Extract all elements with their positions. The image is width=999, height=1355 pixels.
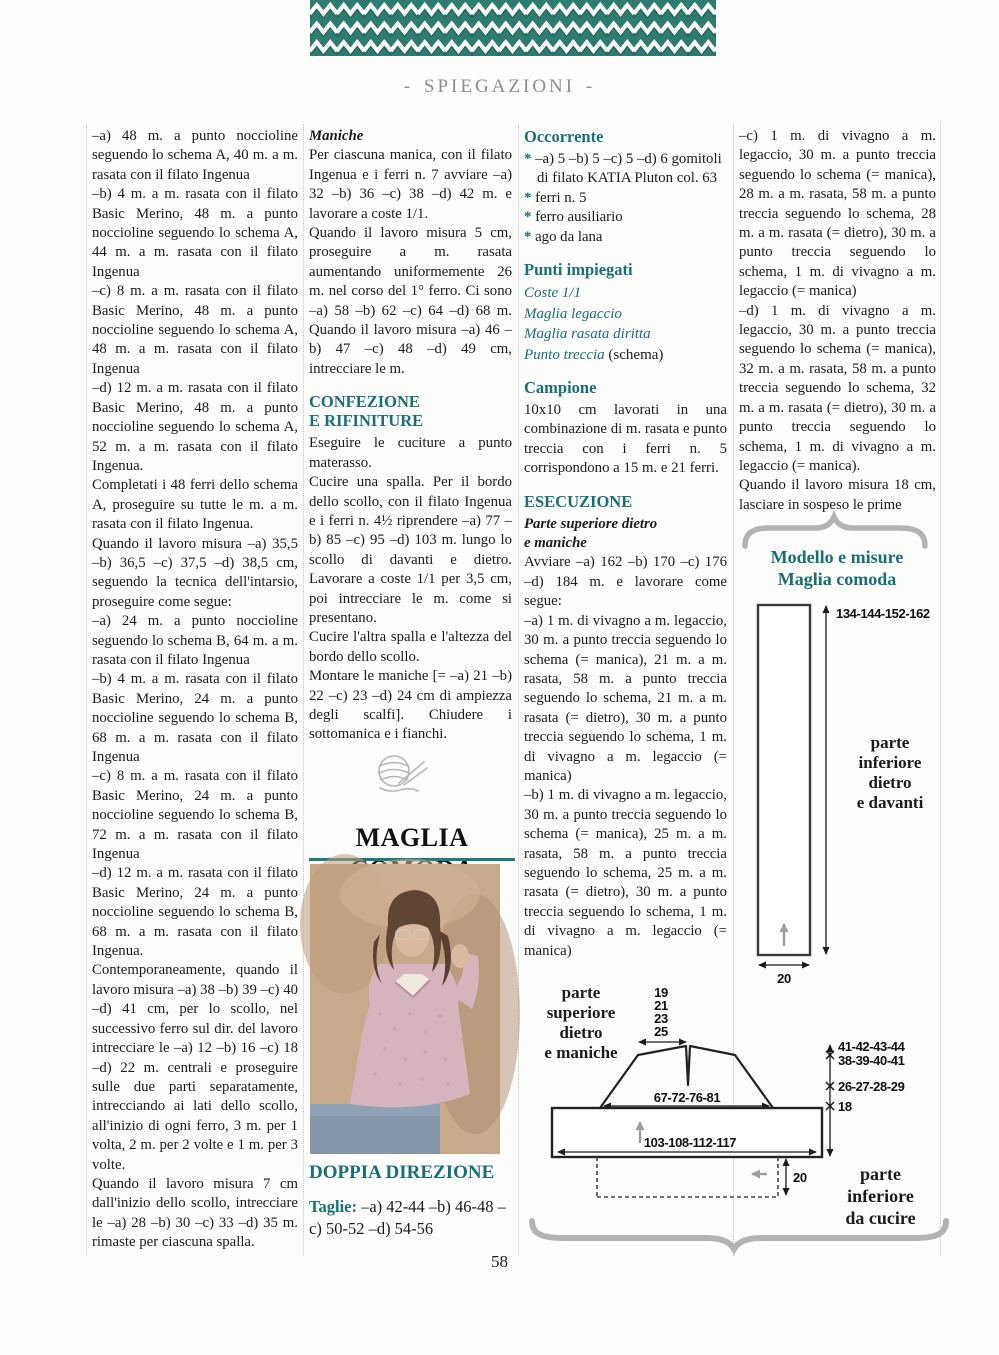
- paragraph: 10x10 cm lavorati in una combinazione di m. rasata e punto treccia con i ferri n. 5 corrispondono a 15 m. e 21 ferri.: [524, 402, 727, 477]
- text-column-2: [309, 127, 512, 747]
- hem-dashed-outline: [597, 1157, 778, 1197]
- svg-text:23: 23: [654, 1011, 668, 1026]
- column-rule: [303, 124, 304, 1256]
- section-heading: Punti impiegati: [524, 260, 633, 280]
- stitch-name: Coste 1/1: [524, 285, 582, 302]
- section-heading: Campione: [524, 378, 597, 398]
- stitch-name: Punto treccia (schema): [524, 346, 664, 363]
- text-column-4: [739, 127, 936, 531]
- paragraph: Cucire una spalla. Per il bordo dello scollo, con il filato Ingenua e i ferri n. 4½ riprendere –a) 77 –b) 85 –c) 95 –d) 103 m. lungo lo scollo di davanti e dietro. Lavorare a coste 1/1 per 3,5 cm, poi intrecciare le m. come si presentano.: [309, 474, 512, 626]
- star-bullet: *: [524, 228, 532, 245]
- yarn-ball-icon: [368, 750, 432, 800]
- svg-text:20: 20: [793, 1170, 807, 1185]
- paragraph: –a) 48 m. a punto noccioline seguendo lo schema A, 40 m. a m. rasata con il filato Ingenua: [92, 128, 298, 183]
- sub-heading: Maniche: [309, 128, 364, 144]
- column-rule: [518, 124, 519, 1256]
- hem-caption: parte inferiore da cucire: [845, 1164, 916, 1228]
- materials-list-item: * –a) 5 –b) 5 –c) 5 –d) 6 gomitoli di filato KATIA Pluton col. 63: [524, 151, 722, 187]
- svg-text:18: 18: [838, 1099, 852, 1114]
- sub-heading: Parte superiore dietro e maniche: [524, 515, 658, 552]
- paragraph: –b) 4 m. a m. rasata con il filato Basic Merino, 24 m. a punto noccioline seguendo lo schema B, 68 m. a m. rasata con il filato Ingenua: [92, 671, 298, 765]
- svg-text:26-27-28-29: 26-27-28-29: [838, 1079, 905, 1094]
- svg-text:21: 21: [654, 998, 668, 1013]
- paragraph: Quando il lavoro misura 7 cm dall'inizio dello scollo, intrecciare le –a) 28 –b) 30 –c) 33 –d) 35 m. rimaste per ciascuna spalla.: [92, 1175, 298, 1251]
- svg-text:25: 25: [654, 1024, 668, 1039]
- page-title: - SPIEGAZIONI -: [403, 76, 596, 97]
- pattern-title: MAGLIA: [355, 823, 469, 852]
- paragraph: –b) 1 m. di vivagno a m. legaccio, 30 m. a punto treccia seguendo lo schema (= manica), 25 m. a m. rasata, 58 m. a punto treccia seguendo lo schema, 25 m. a m. rasata (= dietro), 30 m. a punto treccia seguendo lo schema, 1 m. di vivagno a m. legaccio (= manica): [524, 787, 727, 959]
- paragraph: –c) 1 m. di vivagno a m. legaccio, 30 m. a punto treccia seguendo lo schema (= manica), 28 m. a m. rasata, 58 m. a punto treccia seguendo lo schema, 28 m. a m. rasata (= dietro), 30 m. a punto treccia seguendo lo schema, 1 m. di vivagno a m. legaccio (= manica): [739, 128, 936, 300]
- model-photo: [310, 864, 500, 1154]
- column-rule: [86, 124, 87, 1256]
- paragraph: –a) 24 m. a punto noccioline seguendo lo schema B, 64 m. a m. rasata con il filato Ingenua: [92, 613, 298, 668]
- materials-list-item: * ferro ausiliario: [524, 209, 623, 226]
- sizes-line: [309, 1196, 514, 1240]
- paragraph: Montare le maniche [= –a) 21 –b) 22 –c) 23 –d) 24 cm di ampiezza degli scalfi]. Chiudere i sottomanica e i fianchi.: [309, 668, 512, 743]
- paragraph: Quando il lavoro misura –a) 35,5 –b) 36,5 –c) 37,5 –d) 38,5 cm, seguendo la tecnica dell'intarsio, proseguire come segue:: [92, 535, 298, 610]
- materials-list-item: * ago da lana: [524, 228, 603, 245]
- top-piece-caption: parte superiore dietro e maniche: [544, 983, 618, 1062]
- text-column-3: [524, 127, 727, 983]
- sizes-label: Taglie:: [309, 1197, 357, 1216]
- paragraph: Completati i 48 ferri dello schema A, proseguire su tutte le m. a m. rasata con il filato Ingenua.: [92, 477, 298, 533]
- back-panel-caption: parte inferiore dietro e davanti: [856, 733, 924, 812]
- svg-text:38-39-40-41: 38-39-40-41: [838, 1053, 905, 1068]
- paragraph: Quando il lavoro misura 5 cm, proseguire a m. rasata aumentando uniformemente 26 m. nel corso del 1° ferro. Ci sono –a) 58 –b) 62 –c) 64 –d) 68 m. Quando il lavoro misura –a) 46 –b) 47 –c) 48 –d) 49 cm, intrecciare le m.: [309, 225, 512, 377]
- svg-text:41-42-43-44: 41-42-43-44: [838, 1039, 905, 1054]
- section-heading: CONFEZIONE E RIFINITURE: [309, 392, 424, 431]
- paragraph: –d) 12 m. a m. rasata con il filato Basic Merino, 48 m. a punto noccioline seguendo lo schema A, 52 m. a m. rasata con il filato Ingenua.: [92, 380, 298, 474]
- paragraph: –c) 8 m. a m. rasata con il filato Basic Merino, 48 m. a punto noccioline seguendo lo schema A, 48 m. a m. rasata con il filato Ingenua: [92, 283, 298, 377]
- section-heading: Occorrente: [524, 127, 604, 146]
- paragraph: Per ciascuna manica, con il filato Ingenua e i ferri n. 7 avviare –a) 32 –b) 36 –c) 38 –d) 42 m. e lavorare a coste 1/1.: [309, 147, 512, 222]
- paragraph: Eseguire le cuciture a punto materasso.: [309, 435, 512, 471]
- brace-up: [745, 517, 925, 546]
- paragraph: Quando il lavoro misura 18 cm, lasciare in sospeso le prime: [739, 477, 936, 513]
- page-number: 58: [491, 1252, 508, 1271]
- section-heading: ESECUZIONE: [524, 491, 633, 511]
- paragraph: –c) 8 m. a m. rasata con il filato Basic Merino, 24 m. a punto noccioline seguendo lo schema B, 72 m. a m. rasata con il filato Ingenua: [92, 768, 298, 863]
- paragraph: Contemporaneamente, quando il lavoro misura –a) 38 –b) 39 –c) 40 –d) 41 cm, per lo scollo, nel successivo ferro sul dir. del lavoro intrecciare le –a) 12 –b) 16 –c) 18 –d) 22 m. centrali e proseguire sulle due parti separatamente, intrecciando ai lati dello scollo, all'inizio di ogni ferro, 3 m. per 1 volta, 2 m. per 2 volte e 1 m. per 3 volte.: [92, 962, 298, 1173]
- knit-pattern-banner-image: [310, 0, 716, 56]
- pattern-subtitle: DOPPIA DIREZIONE: [309, 1162, 495, 1183]
- star-bullet: *: [524, 209, 532, 226]
- svg-text:67-72-76-81: 67-72-76-81: [653, 1090, 721, 1105]
- text-column-1: [92, 127, 298, 1255]
- sizes-values: –a) 42-44 –b) 46-48 –c) 50-52 –d) 54-56: [309, 1197, 506, 1238]
- svg-text:103-108-112-117: 103-108-112-117: [643, 1135, 737, 1150]
- diagram-title: Modello e misure Maglia comoda: [770, 547, 904, 589]
- paragraph: Avviare –a) 162 –b) 170 –c) 176 –d) 184 m. e lavorare come segue:: [524, 554, 727, 610]
- paragraph: –a) 1 m. di vivagno a m. legaccio, 30 m. a punto treccia seguendo lo schema (= manica), 21 m. a m. rasata, 58 m. a punto treccia seguendo lo schema, 21 m. a m. rasata (= dietro), 30 m. a punto treccia seguendo lo schema, 1 m. di vivagno a m. legaccio (= manica): [524, 612, 727, 784]
- paragraph: –b) 4 m. a m. rasata con il filato Basic Merino, 48 m. a punto noccioline seguendo lo schema A, 44 m. a m. rasata con il filato Ingenua: [92, 186, 298, 280]
- paragraph: Cucire l'altra spalla e l'altezza del bordo dello scollo.: [309, 629, 512, 665]
- star-bullet: *: [524, 151, 532, 167]
- stitch-name: Maglia legaccio: [524, 305, 622, 322]
- stitch-name: Maglia rasata diritta: [524, 326, 651, 343]
- back-panel-rect: [758, 605, 810, 955]
- paragraph: –d) 12 m. a m. rasata con il filato Basic Merino, 24 m. a punto noccioline seguendo lo schema B, 68 m. a m. rasata con il filato Ingenua.: [92, 865, 298, 960]
- star-bullet: *: [524, 189, 532, 206]
- svg-text:19: 19: [654, 985, 668, 1000]
- svg-text:20: 20: [777, 971, 791, 986]
- stitch-note: (schema): [604, 346, 664, 363]
- svg-text:134-144-152-162: 134-144-152-162: [836, 606, 930, 621]
- paragraph: –d) 1 m. di vivagno a m. legaccio, 30 m. a punto treccia seguendo lo schema (= manica), 32 m. a m. rasata, 58 m. a punto treccia seguendo lo schema, 32 m. a m. rasata (= dietro), 30 m. a punto treccia seguendo lo schema, 1 m. di vivagno a m. legaccio (= manica).: [739, 302, 936, 474]
- materials-list-item: * ferri n. 5: [524, 189, 587, 206]
